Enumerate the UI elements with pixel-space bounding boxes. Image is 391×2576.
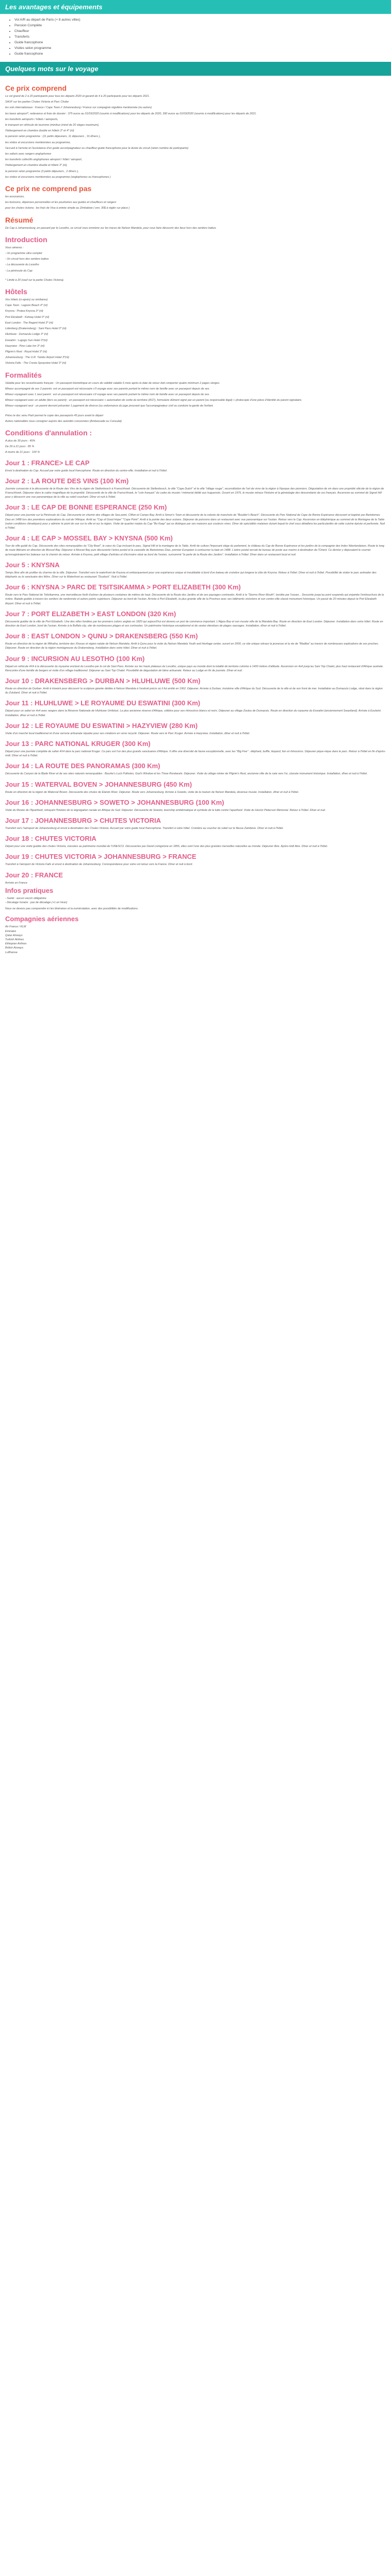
itinerary-day	[5, 610, 386, 628]
day-description: Découverte guidée de la ville de Port Elizabeth. Une des villes fondées par les premiers colons anglais en 1820 qui aujourd'hui est devenu un port de commerce important. L'Algoa Bay et son musée ville de la Mandela Bay. Route en direction de East London. Déjeuner. Installation dans votre hôtel. Route en direction de East London, bord de l'océan. Arrivée à la Buffalo city, site de nombreuses plages et ses contrastes. Un patrimoine historique exceptionnel et de vastes étendues de plages sauvages. Installation, dîner et nuit à l'hôtel.	[5, 620, 383, 628]
itinerary-day	[5, 699, 386, 717]
practical-item: - Santé : aucun vaccin obligatoire	[5, 896, 46, 900]
day-description: Découverte du Canyon de la Blyde River et de ses sites naturels remarquables : Bourke's Luck Potholes, God's Window et les Three Rondavels. Déjeuner. Visite du village minier de Pilgrim's Rest, ancienne ville de la ruée vers l'or, classée monument historique. Installation, dîner et nuit à l'hôtel.	[5, 772, 368, 776]
day-title: Jour 8 : EAST LONDON > QUNU > DRAKENSBERG (550 Km)	[5, 632, 198, 640]
day-title: Jour 6 : KNYSNA > PARC DE TSITSIKAMMA > PORT ELIZABETH (300 Km)	[5, 583, 241, 591]
day-title: Jour 4 : LE CAP > MOSSEL BAY > KNYSNA (500 Km)	[5, 534, 173, 543]
perk-item: • Visites selon programme	[14, 45, 386, 51]
day-description: Départ pour une journée sur la Péninsule du Cap. Découverte en chemin des villages de Sea point, Clifton et Camps Bay. Arrêt à Simon's Town et découverte de la colonie de manchots de "Boulder's Beach". Découverte du Parc National de Cape de Bonne Espérance découvert et baptisé par Bartolomeu Dias en 1488 lors des premières explorations du sud de l'Afrique. Arrêt au "Cap of Good Hope" "Cape Point". Arrêt à la pointe des deux océans. Déjeuner de poissons dans un restaurant avec vue panoramique sur l'océan. Retour vers le Cap. Ascension en téléphérique au sommet de la Montagne de la Table (selon conditions climatiques) pour y admirer le point de vue sur la ville et sur la région. Visite de quartier malais du Cap "Bo Kaap" qui se distingue par ses maisons aux couleurs vives. Dîner de spécialités malaises durant lequel le chef vous détaillera les particularités de cette cuisine épicée et parfumée. Nuit à l'hôtel.	[5, 514, 385, 530]
itinerary-day	[5, 762, 386, 776]
day-title: Jour 11 : HLUHLUWE > LE ROYAUME DU ESWATINI (300 Km)	[5, 699, 201, 707]
day-title: Jour 15 : WATERVAL BOVEN > JOHANNESBURG (450 Km)	[5, 780, 192, 788]
section-text: la pension selon programme : (11 petits déjeuners, 11 déjeuners , 16 dîners ),	[5, 135, 101, 139]
itinerary-day	[5, 871, 386, 885]
day-title: Jour 9 : INCURSION AU LESOTHO (100 Km)	[5, 654, 145, 663]
day-description: Transfert vers l'aéroport de Johannesburg et envol à destination des Chutes Victoria. Accueil par votre guide local francophone. Transfert à votre hôtel. Croisière au coucher du soleil sur le fleuve Zambèze. Dîner et nuit à l'hôtel.	[5, 827, 284, 831]
section-text: Prévu le doc venu Parti permet le copie des passeports 45 jours avant le départ	[5, 414, 103, 417]
section-title: Ce prix ne comprend pas	[5, 184, 92, 193]
section-text	[5, 410, 386, 412]
section-text: les safaris avec rangers anglophones	[5, 152, 52, 156]
day-title: Jour 18 : CHUTES VICTORIA	[5, 835, 96, 843]
day-description: Route en direction de Durban. Arrêt à Howick pour découvrir la sculpture géante dédiée à Nelson Mandela à l'endroit précis où il fut arrêté en 1962. Déjeuner. Arrivée à Durban, troisième ville d'Afrique du Sud. Découverte de la ville et de son front de mer. Installation au Dumazulu Lodge, situé dans la région du Zululand. Dîner et nuit à l'hôtel.	[5, 687, 383, 695]
section-title: Hôtels	[5, 287, 27, 296]
section-text: Hluhluwe : Dumazulu Lodge 3* (nl)	[5, 333, 48, 336]
section-text: pour les chutes victoria : les frais de Visa à entrée simple au Zimbabwe ( env. 30$ à régler sur place )	[5, 207, 130, 210]
section-text: Mineur voyageant avec un adulte (tiers ou parent) : un passeport est nécessaire + autorisation de sortie du territoire (AST), formulaire dûment signé par un parent (ou responsable légal) + photocopie d'une pièce d'identité du parent signataire.	[5, 399, 302, 402]
perk-item: • Pension Complète	[14, 23, 386, 28]
section-text: Mineur accompagné de ses 2 parents: est un passeport est nécessaire s'il voyage avec ses parents portant le même nom de famille avec un passeport depuis de ses.	[5, 387, 210, 391]
itinerary-day	[5, 835, 386, 849]
section-text: Pilgrim's Rest : Royal Hotel 3* (nl)	[5, 350, 47, 353]
airlines-title: Compagnies aériennes	[5, 915, 79, 923]
day-title: Jour 13 : PARC NATIONAL KRUGER (300 Km)	[5, 740, 151, 748]
itinerary-day	[5, 534, 386, 557]
day-description: Route vers le Parc National de Tsitsikamma, une merveilleuse forêt d'arbres de plusieurs centaines de mètres de haut. Découverte de la Route des Jardins et de ses paysages contrastés. Arrêt à la "Storms River Mouth", bordée par l'ocean... Descente jusqu'au pont suspendu qui enjambe l'embouchure de la rivière. Balade guidée à travers les sentiers de randonnée et autres points supérieurs. Déjeuner au bord de l'océan. Arrivée à Port Elizabeth, la plus grande ville de la Province avec ses bâtiments victoriens et son centre-ville classé monument historique. Un passé de 20 minutes depuis le Port Elizabeth Airport. Dîner et nuit à l'hôtel.	[5, 594, 384, 605]
trip-content	[0, 76, 391, 955]
day-title: Jour 19 : CHUTES VICTORIA > JOHANNESBURG > FRANCE	[5, 853, 197, 861]
section-text: les assurances,	[5, 195, 25, 199]
day-title: Jour 5 : KNYSNA	[5, 561, 60, 569]
airline-item: Lufthansa	[5, 951, 18, 954]
day-description: Départ pour une visite guidée des chutes Victoria, classées au patrimoine mondial de l'UNESCO. Découvertes par David Livingstone en 1855, elles sont l'une des plus grandes merveilles naturelles au monde. Déjeuner libre. Après-midi libre. Dîner et nuit à l'hôtel.	[5, 845, 328, 849]
section-text: les taxes aéroport*, redevance et frais de dossier : 375 euros au 01/03/2020 (soumis à modifications) pour les départs de 2020, 390 euros au 01/03/2020 (soumis à modifications) pour les départs de 2021.	[5, 112, 257, 115]
itinerary-day	[5, 781, 386, 794]
itinerary-day	[5, 477, 386, 500]
section-text: Cape Town : Lagoon Beach 4* (nl)	[5, 304, 48, 308]
day-description: Temps libre afin de profiter du charme de la ville. Déjeuner. Transfert vers le waterfront de Knysna et embarquement pour une expérience unique et inoubliable à bord d'un bateau de croisière qui longera la côte de Knysna. Retour à l'hôtel. Dîner et nuit à l'hôtel. Possibilité de visiter le parc animalier des éléphants ou le sanctuaire des félins. Dîner sur le Waterfront au restaurant "Drydock". Nuit à l'hôtel.	[5, 571, 377, 579]
section-text: Victoria Falls : The Cresta Sprayview Hotel 3* (nl)	[5, 362, 67, 365]
itinerary-days	[5, 459, 386, 885]
itinerary-day	[5, 799, 386, 812]
info-sections	[5, 84, 386, 455]
section-title: Formalités	[5, 370, 42, 379]
day-description: Envol à destination du Cap. Accueil par votre guide local francophone. Route en direction du centre-ville. Installation et nuit à l'hôtel.	[5, 469, 168, 472]
day-description: Départ en véhicule 4X4 à la découverte du royaume enclavé du Lesotho par le col de Sani Pass. Arrivée sur les hauts plateaux du Lesotho, unique pays au monde dont la totalité de territoire culmine à 1400 mètres d'altitude. Ascension en 4x4 jusqu'au Sani Top Chalet, plus haut restaurant d'Afrique australe. Rencontre d'une famille de bergers et visite d'un village traditionnel. Déjeuner au Sani Top Chalet. Possibilité de dégustation de bière artisanale. Retour au Lodge en fin de journée. Dîner et nuit.	[5, 665, 384, 672]
section-text: Valable pour les ressortissants français : Un passeport biométrique en cours de validité valable 6 mois après la date de retour doit comporter quatre minimum 2 pages vierges.	[5, 381, 220, 385]
section-title: Conditions d'annulation :	[5, 428, 92, 437]
section-text: les vols internationaux : France / Cape Town // Johannesburg / France sur compagnie régulière mentionnée (ou autres)	[5, 106, 152, 110]
day-description: Départ pour une journée complète de safari 4X4 dans le parc national Kruger. Ce parc est l'un des plus grands sanctuaires d'Afrique. Il offre une diversité de faune exceptionnelle, avec les "Big Five" : éléphant, buffle, léopard, lion et rhinocéros. Déjeuner pique-nique dans le parc. Retour à l'hôtel en fin d'après-midi. Dîner et nuit à l'hôtel.	[5, 750, 386, 758]
section-text: l'hébergement en chambre double et hôtels 3* (nl),	[5, 164, 68, 167]
day-description: Visite du Musée de l'Apartheid, retraçant l'histoire de la ségrégation raciale en Afrique du Sud. Déjeuner. Découverte de Soweto, township emblématique et symbole de la lutte contre l'apartheid. Visite du Hector Pieterson Memorial. Retour à l'hôtel. Dîner et nuit.	[5, 808, 326, 812]
day-title: Jour 2 : LA ROUTE DES VINS (100 Km)	[5, 477, 129, 485]
itinerary-day	[5, 817, 386, 831]
section-text: Johannesburg : The O.R. Tambo Airport Hotel 3*(nl)	[5, 356, 69, 360]
section-title: Ce prix comprend	[5, 84, 67, 92]
day-description: Arrivée en France	[5, 881, 27, 885]
section-text: Mineur voyageant seul : un parent devront présenter 1 jugement de divorce (ou ordonnance du juge prouvant que l'accompagnateur civil ou conduire la garde de l'enfant.	[5, 404, 214, 408]
section-text: les transferts collectifs anglophones aéroport / hôtel / aéroport,	[5, 158, 83, 162]
airline-item: Air France / KLM	[5, 925, 26, 929]
day-title: Jour 10 : DRAKENSBERG > DURBAN > HLUHLUWE (500 Km)	[5, 677, 201, 685]
itinerary-day	[5, 459, 386, 473]
section-text	[5, 275, 386, 277]
airlines-list	[5, 925, 386, 954]
section-text: les visites et excursions mentionnées au programme,	[5, 141, 71, 144]
section-text: De 29 à 21 jours : 85 %	[5, 445, 35, 449]
section-text: * Limité à 20 (sauf sur la partie Chutes Victoria).	[5, 278, 64, 282]
perk-item: • Guide francophone	[14, 40, 386, 45]
perks-list	[5, 17, 386, 57]
section-text: Vos hôtels (ci-après) ou similaires)	[5, 298, 48, 302]
section-text: Mineur voyageant avec 1 seul parent : est un passeport est nécessaire s'il voyage avec ses parents portant le même nom de famille avec un passeport depuis de ses.	[5, 393, 210, 396]
airline-item: Ethiopian Airlines	[5, 942, 27, 946]
itinerary-day	[5, 583, 386, 606]
day-title: Jour 3 : LE CAP DE BONNE ESPERANCE (250 Km)	[5, 503, 167, 512]
section-text: - Un programme ultra complet	[5, 252, 42, 256]
practical-title: Infos pratiques	[5, 886, 54, 894]
practical-item: - Décalage horaire : pas de décalage (+1 en hiver)	[5, 901, 68, 905]
day-description: Route en direction de la région de Mthatha, territoire des Xhosas et région natale de Nelson Mandela. Arrêt à Qunu pour la visite du Nelson Mandela Youth and Heritage center, ouvert en 2000, ce site unique retrace la jeunesse et la vie de "Madiba" au travers de nombreuses explications de ses proches. Déjeuner. Route en direction de la région montagneuse du Drakensberg. Installation dans votre hôtel. Dîner et nuit à l'hôtel.	[5, 642, 379, 650]
day-title: Jour 17 : JOHANNESBURG > CHUTES VICTORIA	[5, 817, 161, 825]
section-text: Le vol grand de 2 à 20 participants pour tous les départs 2020 et garanti de 4 à 20 participants pour les départs 2021.	[5, 95, 150, 98]
section-text: - Un circuit hors des sentiers battus	[5, 258, 49, 261]
section-text: SAUF sur les parties Chutes Victoria et Parc Chobe	[5, 100, 69, 104]
itinerary-day	[5, 853, 386, 867]
section-text: Lidenberg (Drakensberg) : Sani Pass Hotel 3* (nl)	[5, 327, 67, 331]
day-description: Tour de ville guidé du Cap. Découverte des sites remarquables du "City Bowl", le cœur du Cap incluant le parc, Signal Hill et la montagne de la Table. Arrêt de culture l'imposant siège du parlement, le château du Cap de Bonne Espérance et les jardins de la compagnie des Indes Néerlandaises. Route le long de route littéraire en direction de Mossel Bay. Déjeuner à Mossel Bay puis découverte l'arbre postal et la caravelle de Bartolomeu Dias, premier Européen à contourner la baie en 1488. L'arbre postal servait de bureau de poste aux marins à destination de l'Orient. Ce dernier y déposaient le courrier qu'enregistraient les bateaux sur le chemin du retour. Arrivée à Knysna, petit village d'artistes et d'écrivains situé au bord de l'océan, surnommé "la perle de la Route des Jardins". Installation à l'hôtel. Dîner dans un restaurant local et nuit.	[5, 545, 384, 556]
section-text: Autres nationalités nous consigner auprès des autorités concernées (Ambassade ou Consulat)	[5, 419, 122, 423]
day-title: Jour 12 : LE ROYAUME DU ESWATINI > HAZYVIEW (280 Km)	[5, 721, 198, 730]
section-title: Introduction	[5, 235, 47, 244]
section-text: les visites et excursions mentionnées au programme (anglophones ou francophones )	[5, 175, 111, 179]
perks-banner: Les avantages et équipements	[0, 0, 391, 14]
perk-item: • Vol A/R au départ de Paris (+ 8 autres villes)	[14, 17, 386, 23]
day-title: Jour 1 : FRANCE> LE CAP	[5, 459, 90, 467]
day-description: Départ pour un safari en 4x4 avec rangers dans la Réserve Nationale de Hluhluwe Umfolozi. La plus ancienne réserve d'Afrique, célèbre pour ses rhinocéros blancs et noirs. Déjeuner au village Zoulou de Dumazulu. Route en direction du royaume du Eswatini (anciennement Swaziland). Arrivée à Ezulwini. Installation, dîner et nuit à l'hôtel.	[5, 709, 382, 717]
practical-list	[5, 896, 386, 911]
airline-item: British Airways	[5, 946, 24, 950]
section-text: les boissons, dépenses personnelles et les pourboires aux guides et chauffeurs et rangers	[5, 201, 117, 205]
section-text: Port Elizabeth : Kelway Hotel 3* (nl)	[5, 315, 50, 319]
perk-item: • Chauffeur	[14, 28, 386, 34]
practical-item: Nous ne devons pas comprendre ici les itinéraires et la numérotation, avec des possibilités de modifications.	[5, 907, 139, 911]
itinerary-day	[5, 655, 386, 673]
day-description: Route en direction de la région de Waterval Boven. Découverte des chutes de Elands River. Déjeuner. Route vers Johannesburg. Arrivée à Soweto, visite de la maison de Nelson Mandela, devenue musée. Installation, dîner et nuit à l'hôtel.	[5, 790, 299, 794]
day-description: Transfert à l'aéroport de Victoria Falls et envol à destination de Johannesburg. Correspondance pour votre vol retour vers la France. Dîner et nuit à bord.	[5, 863, 193, 867]
section-text: A plus de 30 jours : 45%	[5, 439, 36, 443]
section-text: les transferts aéroports / hôtels / aéroports,	[5, 117, 58, 121]
section-text: A moins de 21 jours : 100 %	[5, 451, 40, 454]
section-text: De Cap à Johannesburg, en passant par le Lesotho, ce circuit vous emmène sur les traces de Nelson Mandela, pour vous faire découvrir des lieux hors des sentiers battus.	[5, 226, 217, 230]
section-text: Vous aimerez :	[5, 246, 24, 249]
trip-info-banner: Quelques mots sur le voyage	[0, 62, 391, 76]
section-text: Eswatini : Lugogo Sun Hotel 3*(nl)	[5, 338, 48, 342]
page	[0, 0, 391, 965]
day-title: Jour 7 : PORT ELIZABETH > EAST LONDON (320 Km)	[5, 609, 176, 618]
airline-item: Qatar Airways	[5, 934, 23, 937]
itinerary-day	[5, 561, 386, 579]
itinerary-day	[5, 740, 386, 758]
itinerary-day	[5, 677, 386, 695]
perk-item: • Transferts	[14, 34, 386, 40]
itinerary-day	[5, 503, 386, 530]
airline-item: Emirates	[5, 929, 17, 933]
perk-item: • Guide francophone	[14, 51, 386, 57]
day-title: Jour 14 : LA ROUTE DES PANORAMAS (300 Km)	[5, 762, 160, 770]
day-title: Jour 16 : JOHANNESBURG > SOWETO > JOHANNESBURG (100 Km)	[5, 798, 224, 806]
airline-item: Turkish Airlines	[5, 938, 24, 942]
section-text: - La découverte du Lesotho	[5, 263, 39, 267]
section-text: - La péninsule du Cap	[5, 269, 32, 273]
section-text: Knysna : Protea Knysna 3* (nl)	[5, 310, 43, 313]
day-title: Jour 20 : FRANCE	[5, 871, 63, 879]
section-text: East London : The Regent Hotel 3* (nl)	[5, 321, 53, 325]
day-description: Journée consacrée à la découverte de la Route des Vins de la région de Stellenbosch à Franschhoek. Découverte de Stellenbosch, la ville "Cape Dutch" et la ville "village rouge", reconstitution de l'art de vivre de la région à l'époque des pionniers. Dégustation de vin dans une propriété viticole de la région de Franschhoek. Déjeuner dans le cadre magnifique de la propriété. Découverte de la ville de Franschhoek, le "coin français" du cadre du musée / mémorial dédié aux huguenots. Ouvert en 1976, le musée retrace l'histoire et la généalogie des descendants de ces français. Ascension au sommet de Signal Hill pour y découvrir une vue panoramique de la ville au soleil couchant. Dîner et nuit à l'hôtel.	[5, 487, 384, 499]
section-text: Hazyview : Pine Lake Inn 3* (nl)	[5, 344, 45, 348]
perks-block	[0, 14, 391, 62]
day-description: Visite d'un marché local traditionnel et d'une verrerie artisanale réputée pour ses créations en verre recyclé. Déjeuner. Route vers le Parc Kruger. Arrivée à Hazyview. Installation, dîner et nuit à l'hôtel.	[5, 732, 250, 735]
section-text: la pension selon programme (3 petits déjeuners , 2 dîners ),	[5, 170, 79, 173]
section-text: l'hébergement en chambre double en hôtels 3* et 4* (nl)	[5, 129, 74, 133]
section-text: le transport en véhicule de tourisme (minibus (mind de 20 sièges maximum),	[5, 124, 100, 127]
section-title: Résumé	[5, 215, 34, 224]
section-text: l'accueil à l'arrivée et l'assistance d'un guide accompagnateur ou chauffeur-guide francophone pour la durée du circuit (selon nombre de participants)	[5, 146, 189, 150]
itinerary-day	[5, 722, 386, 736]
itinerary-day	[5, 632, 386, 650]
